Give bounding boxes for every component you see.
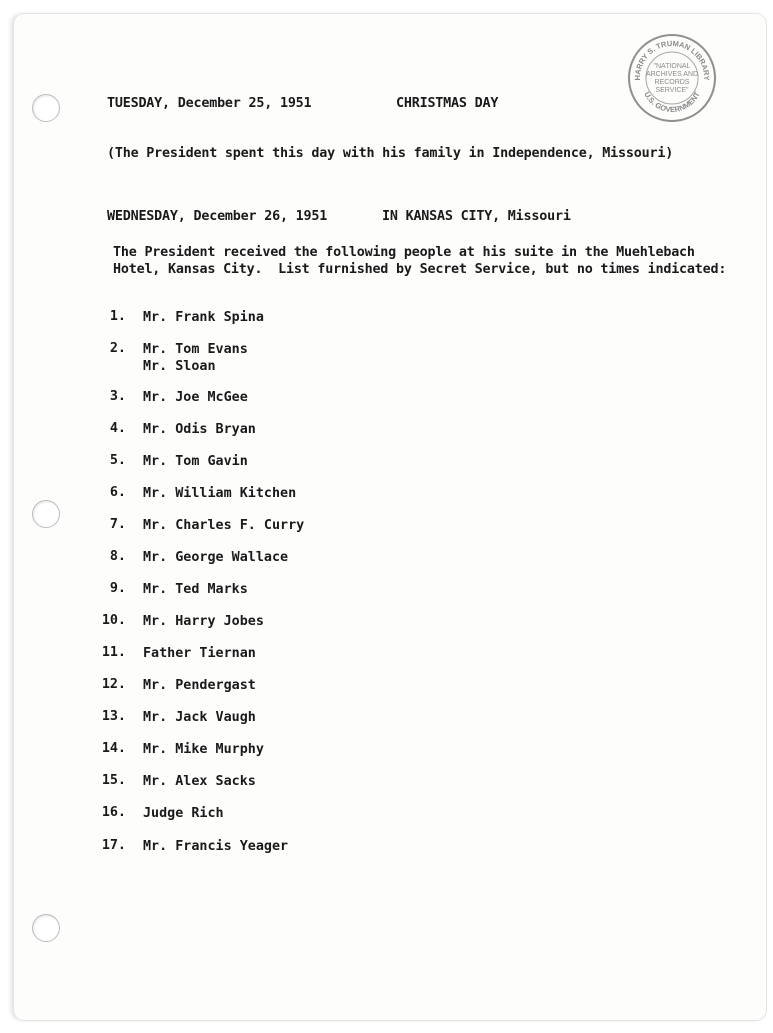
visitor-number: 17.: [101, 838, 126, 853]
visitor-name: Mr. Francis Yeager: [143, 839, 289, 854]
visitor-number: 6.: [109, 485, 126, 500]
visitor-number: 3.: [109, 389, 126, 404]
stamp-ring-top-text: HARRY S. TRUMAN LIBRARY: [632, 38, 712, 81]
visitor-number: 16.: [101, 805, 126, 820]
visitor-name: Mr. Charles F. Curry: [143, 518, 305, 533]
visitor-number: 11.: [101, 645, 126, 660]
stamp-line: SERVICE": [655, 87, 689, 94]
visitor-name: Mr. Mike Murphy: [143, 742, 264, 757]
visitor-name: Father Tiernan: [143, 646, 256, 661]
visitor-name: Mr. Harry Jobes: [143, 614, 264, 629]
stamp-center-text: [640, 63, 704, 95]
christmas-day-label: CHRISTMAS DAY: [396, 96, 499, 111]
tuesday-date-heading: TUESDAY, December 25, 1951: [107, 96, 312, 111]
visitor-name: Mr. Pendergast: [143, 678, 256, 693]
visitor-name: Mr. Joe McGee: [143, 390, 248, 405]
stamp-ring-bottom-text: U.S. GOVERNMENT: [642, 90, 702, 115]
visitor-name: Mr. Sloan: [143, 359, 216, 374]
visitor-name: Mr. George Wallace: [143, 550, 289, 565]
visitor-name: Mr. Tom Gavin: [143, 454, 248, 469]
visitor-number: 2.: [109, 341, 126, 356]
visitor-name: Mr. Alex Sacks: [143, 774, 256, 789]
visitor-number: 15.: [101, 773, 126, 788]
visitor-name: Mr. Ted Marks: [143, 582, 248, 597]
visitor-number: 8.: [109, 549, 126, 564]
visitor-number: 5.: [109, 453, 126, 468]
visitor-number: 13.: [101, 709, 126, 724]
intro-line-2: Hotel, Kansas City. List furnished by Secret Service, but no times indicated:: [113, 262, 727, 277]
tuesday-note: (The President spent this day with his family in Independence, Missouri): [107, 146, 674, 161]
visitor-name: Judge Rich: [143, 806, 224, 821]
punch-hole-top: [32, 94, 60, 122]
intro-line-1: The President received the following people at his suite in the Muehlebach: [113, 245, 695, 260]
stamp-line: RECORDS: [654, 79, 690, 86]
stamp-line: ARCHIVES AND: [645, 71, 699, 78]
wednesday-location: IN KANSAS CITY, Missouri: [382, 209, 571, 224]
punch-hole-middle: [32, 500, 60, 528]
visitor-name: Mr. Tom Evans: [143, 342, 248, 357]
visitor-name: Mr. Frank Spina: [143, 310, 264, 325]
visitor-number: 10.: [101, 613, 126, 628]
wednesday-date-heading: WEDNESDAY, December 26, 1951: [107, 209, 328, 224]
visitor-number: 9.: [109, 581, 126, 596]
visitor-number: 7.: [109, 517, 126, 532]
archive-stamp-seal: [628, 34, 716, 122]
document-page: [14, 14, 766, 1020]
visitor-name: Mr. Odis Bryan: [143, 422, 256, 437]
visitor-number: 14.: [101, 741, 126, 756]
visitor-name: Mr. Jack Vaugh: [143, 710, 256, 725]
stamp-line: "NATIONAL: [653, 63, 691, 70]
visitor-number: 4.: [109, 421, 126, 436]
visitor-name: Mr. William Kitchen: [143, 486, 297, 501]
visitor-number: 12.: [101, 677, 126, 692]
punch-hole-bottom: [32, 914, 60, 942]
visitor-number: 1.: [109, 309, 126, 324]
